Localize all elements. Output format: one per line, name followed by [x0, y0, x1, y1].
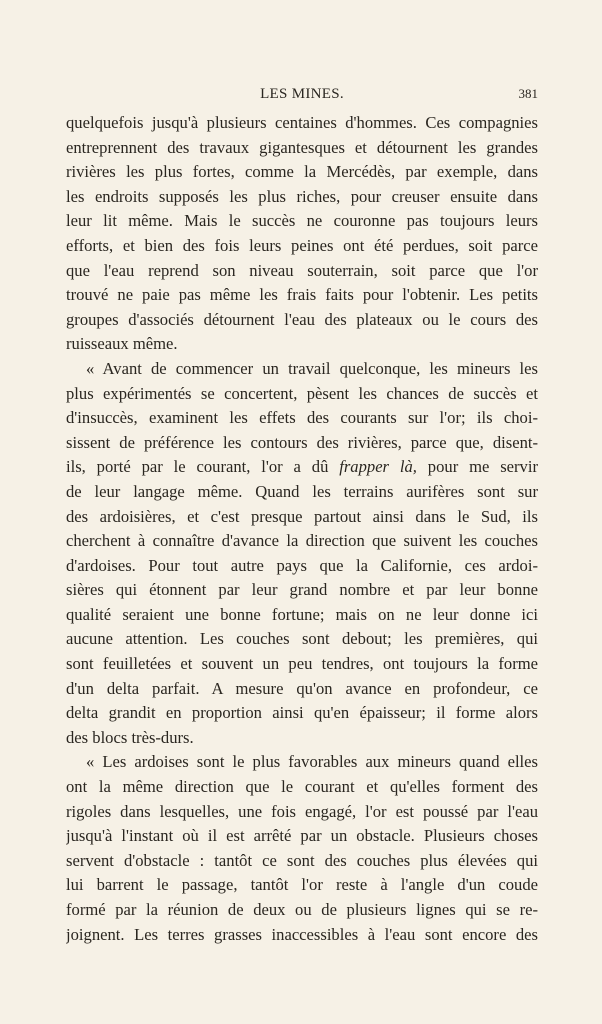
- text-line: sont feuilletées et souvent un peu tendres, ont toujours la forme: [66, 654, 538, 674]
- text-line: sissent de préférence les contours des rivières, parce que, disent-: [66, 432, 538, 452]
- text-line: que l'eau reprend son niveau souterrain, soit parce que l'or: [66, 260, 538, 280]
- text-line: « Avant de commencer un travail quelconque, les mineurs les: [86, 358, 538, 378]
- text-segment: pour me servir: [427, 457, 538, 477]
- text-segment: ils, porté par le courant, l'or a dû: [66, 457, 329, 477]
- text-line: cherchent à connaître d'avance la direction que suivent les couches: [66, 531, 538, 551]
- text-line: lui barrent le passage, tantôt l'or reste à l'angle d'un coude: [66, 875, 538, 895]
- text-line: formé par la réunion de deux ou de plusieurs lignes qui se re-: [66, 900, 538, 919]
- text-line: les endroits supposés les plus riches, pour creuser ensuite dans: [66, 186, 538, 206]
- text-line: d'un delta parfait. A mesure qu'on avance en profondeur, ce: [66, 678, 538, 698]
- text-line: d'insuccès, examinent les effets des courants sur l'or; ils choi-: [66, 408, 538, 428]
- text-line: rivières les plus fortes, comme la Mercédès, par exemple, dans: [66, 162, 538, 182]
- text-line: des blocs très-durs.: [66, 727, 194, 747]
- text-line: aucune attention. Les couches sont debout; les premières, qui: [66, 629, 538, 649]
- running-title: LES MINES.: [260, 86, 344, 102]
- text-line: d'ardoises. Pour tout autre pays que la Californie, ces ardoi-: [66, 555, 538, 575]
- text-line: delta grandit en proportion ainsi qu'en épaisseur; il forme alors: [66, 703, 538, 723]
- text-line: efforts, et bien des fois leurs peines ont été perdues, soit parce: [66, 235, 538, 255]
- text-line: quelquefois jusqu'à plusieurs centaines d'hommes. Ces compagnies: [66, 113, 538, 132]
- text-line: joignent. Les terres grasses inaccessibles à l'eau sont encore des: [66, 924, 538, 944]
- text-line: leur lit même. Mais le succès ne couronne pas toujours leurs: [66, 211, 538, 231]
- text-line: ruisseaux même.: [66, 334, 178, 354]
- running-head: [66, 86, 538, 106]
- text-line: ont la même direction que le courant et qu'elles forment des: [66, 777, 538, 797]
- text-line: groupes d'associés détournent l'eau des plateaux ou le cours des: [66, 309, 538, 329]
- text-line: des ardoisières, et c'est presque partout ainsi dans le Sud, ils: [66, 506, 538, 526]
- text-line: qualité seraient une bonne fortune; mais on ne leur donne ici: [66, 604, 538, 624]
- text-line: de leur langage même. Quand les terrains aurifères sont sur: [66, 481, 538, 501]
- text-line-mixed: [66, 455, 538, 480]
- text-line: entreprennent des travaux gigantesques et détournent les grandes: [66, 137, 538, 157]
- text-line: jusqu'à l'instant où il est arrêté par un obstacle. Plusieurs choses: [66, 826, 538, 846]
- text-line: sières qui étonnent par leur grand nombre et par leur bonne: [66, 580, 538, 600]
- page-number: 381: [518, 86, 538, 101]
- text-line: rigoles dans lesquelles, une fois engagé, l'or est poussé par l'eau: [66, 801, 538, 821]
- text-line: plus expérimentés se concertent, pèsent les chances de succès et: [66, 383, 538, 403]
- italic-phrase: frapper là,: [339, 457, 417, 477]
- text-line: trouvé ne paie pas même les frais faits pour l'obtenir. Les petits: [66, 285, 538, 305]
- body-text: [66, 111, 538, 947]
- text-line: « Les ardoises sont le plus favorables aux mineurs quand elles: [86, 752, 538, 772]
- text-line: servent d'obstacle : tantôt ce sont des couches plus élevées qui: [66, 850, 538, 870]
